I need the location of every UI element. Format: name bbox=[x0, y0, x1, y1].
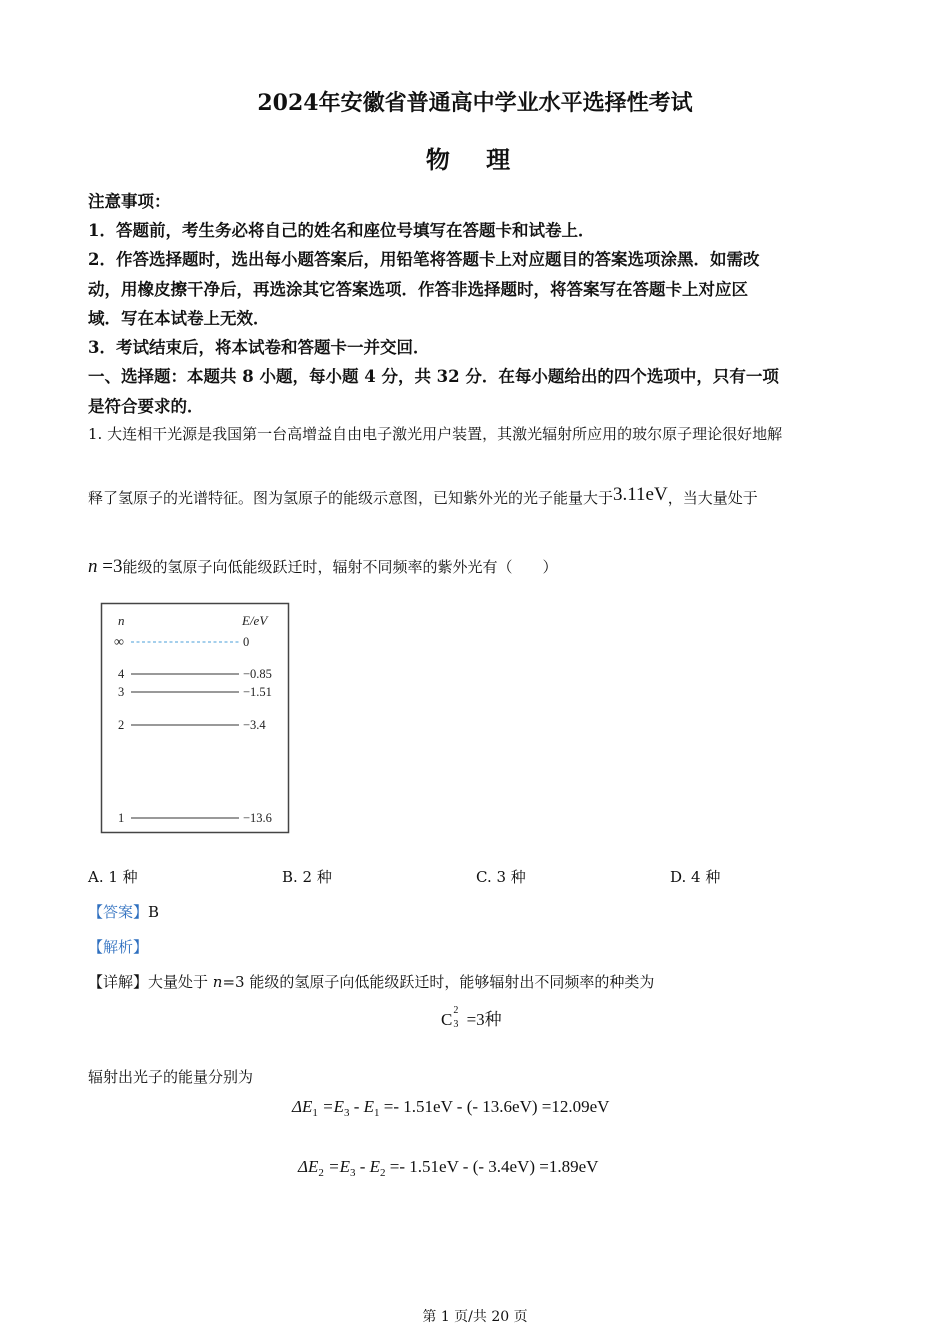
notice-heading: 注意事项： bbox=[88, 192, 171, 211]
e1-symbol: - E bbox=[349, 1097, 375, 1116]
answer-label: 【答案】 bbox=[88, 903, 149, 921]
delta-e1: ΔE bbox=[292, 1097, 313, 1116]
quantum-number: n bbox=[88, 556, 98, 577]
analysis-label: 【解析】 bbox=[88, 938, 149, 956]
delta-e2-subscript: 2 bbox=[318, 1167, 324, 1179]
notice-item-3: 3．考试结束后，将本试卷和答题卡一并交回． bbox=[88, 338, 430, 357]
detail-line bbox=[88, 971, 654, 992]
answer-value: B bbox=[148, 903, 160, 921]
energy-level-diagram bbox=[100, 602, 292, 836]
level-energy-label: 0 bbox=[243, 635, 250, 649]
detail-quantum-number: n bbox=[212, 973, 223, 991]
answer-line bbox=[88, 901, 159, 922]
formula-2-result: =- 1.51eV - (- 3.4eV) =1.89eV bbox=[385, 1157, 599, 1176]
delta-e2: ΔE bbox=[298, 1157, 319, 1176]
option-c: C. 3 种 bbox=[476, 868, 526, 886]
option-b: B. 2 种 bbox=[282, 868, 332, 886]
question-text: 释了氢原子的光谱特征。图为氢原子的能级示意图，已知紫外光的光子能量大于 bbox=[88, 489, 614, 507]
e1-subscript: 1 bbox=[374, 1107, 380, 1119]
level-n-label: 2 bbox=[118, 718, 125, 732]
level-n-label: 1 bbox=[118, 811, 125, 825]
comb-subscript: 3 bbox=[453, 1019, 459, 1030]
option-d: D. 4 种 bbox=[670, 868, 721, 886]
question-1-line-2 bbox=[88, 484, 758, 508]
comb-superscript: 2 bbox=[453, 1005, 459, 1016]
question-1-line-3 bbox=[88, 556, 557, 578]
e2-subscript: 2 bbox=[380, 1167, 386, 1179]
comb-result: =3种 bbox=[462, 1010, 502, 1029]
question-1-line-1: 1. 大连相干光源是我国第一台高增益自由电子激光用户装置，其激光辐射所应用的玻尔原子理论很好地解 bbox=[88, 425, 783, 443]
e2-symbol: - E bbox=[355, 1157, 381, 1176]
quantum-number-value: =3 bbox=[97, 556, 123, 577]
formula-1-result: =- 1.51eV - (- 13.6eV) =12.09eV bbox=[379, 1097, 610, 1116]
energy-formula-2 bbox=[298, 1157, 598, 1179]
detail-text: =3 能级的氢原子向低能级跃迁时，能够辐射出不同频率的种类为 bbox=[222, 973, 655, 991]
detail-text: 大量处于 bbox=[148, 973, 213, 991]
notice-item-2-line-1: 2．作答选择题时，选出每小题答案后，用铅笔将答题卡上对应题目的答案选项涂黑．如需改 bbox=[88, 250, 760, 269]
threshold-energy: 3.11eV bbox=[613, 484, 668, 505]
comb-symbol: C bbox=[441, 1010, 453, 1029]
level-n-label: 4 bbox=[118, 667, 125, 681]
notice-item-1: 1．答题前，考生务必将自己的姓名和座位号填写在答题卡和试卷上． bbox=[88, 221, 595, 240]
level-n-label: 3 bbox=[118, 685, 125, 699]
question-text: ，当大量处于 bbox=[667, 489, 758, 507]
e3-subscript: 3 bbox=[349, 1167, 356, 1179]
notice-item-2-line-3: 域．写在本试卷上无效． bbox=[88, 309, 270, 328]
page-footer: 第 1 页/共 20 页 bbox=[422, 1309, 528, 1325]
section-heading-line-2: 是符合要求的． bbox=[88, 397, 204, 416]
energies-intro: 辐射出光子的能量分别为 bbox=[88, 1068, 254, 1086]
section-heading-line-1: 一、选择题：本题共 8 小题，每小题 4 分，共 32 分．在每小题给出的四个选项中，只有一项 bbox=[88, 367, 779, 386]
level-energy-label: −1.51 bbox=[243, 685, 272, 699]
energy-formula-1 bbox=[292, 1097, 609, 1119]
delta-e1-subscript: 1 bbox=[312, 1107, 318, 1119]
axis-label-n: n bbox=[118, 613, 125, 628]
subject-title: 物 理 bbox=[425, 145, 525, 174]
level-energy-label: −13.6 bbox=[243, 811, 272, 825]
level-n-label: ∞ bbox=[114, 635, 124, 650]
combination-formula bbox=[441, 1005, 502, 1030]
detail-label: 【详解】 bbox=[88, 973, 149, 991]
axis-label-energy: E/eV bbox=[242, 613, 268, 628]
exam-title: 2024年安徽省普通高中学业水平选择性考试 bbox=[257, 90, 693, 116]
comb-indices bbox=[452, 1005, 462, 1030]
level-energy-label: −0.85 bbox=[243, 667, 272, 681]
option-a: A. 1 种 bbox=[88, 868, 138, 886]
level-energy-label: −3.4 bbox=[243, 718, 266, 732]
question-text: 能级的氢原子向低能级跃迁时，辐射不同频率的紫外光有（ ） bbox=[122, 558, 558, 576]
e3-symbol: =E bbox=[323, 1157, 350, 1176]
e3-symbol: =E bbox=[317, 1097, 344, 1116]
e3-subscript: 3 bbox=[343, 1107, 350, 1119]
notice-item-2-line-2: 动，用橡皮擦干净后，再选涂其它答案选项．作答非选择题时，将答案写在答题卡上对应区 bbox=[88, 280, 748, 299]
